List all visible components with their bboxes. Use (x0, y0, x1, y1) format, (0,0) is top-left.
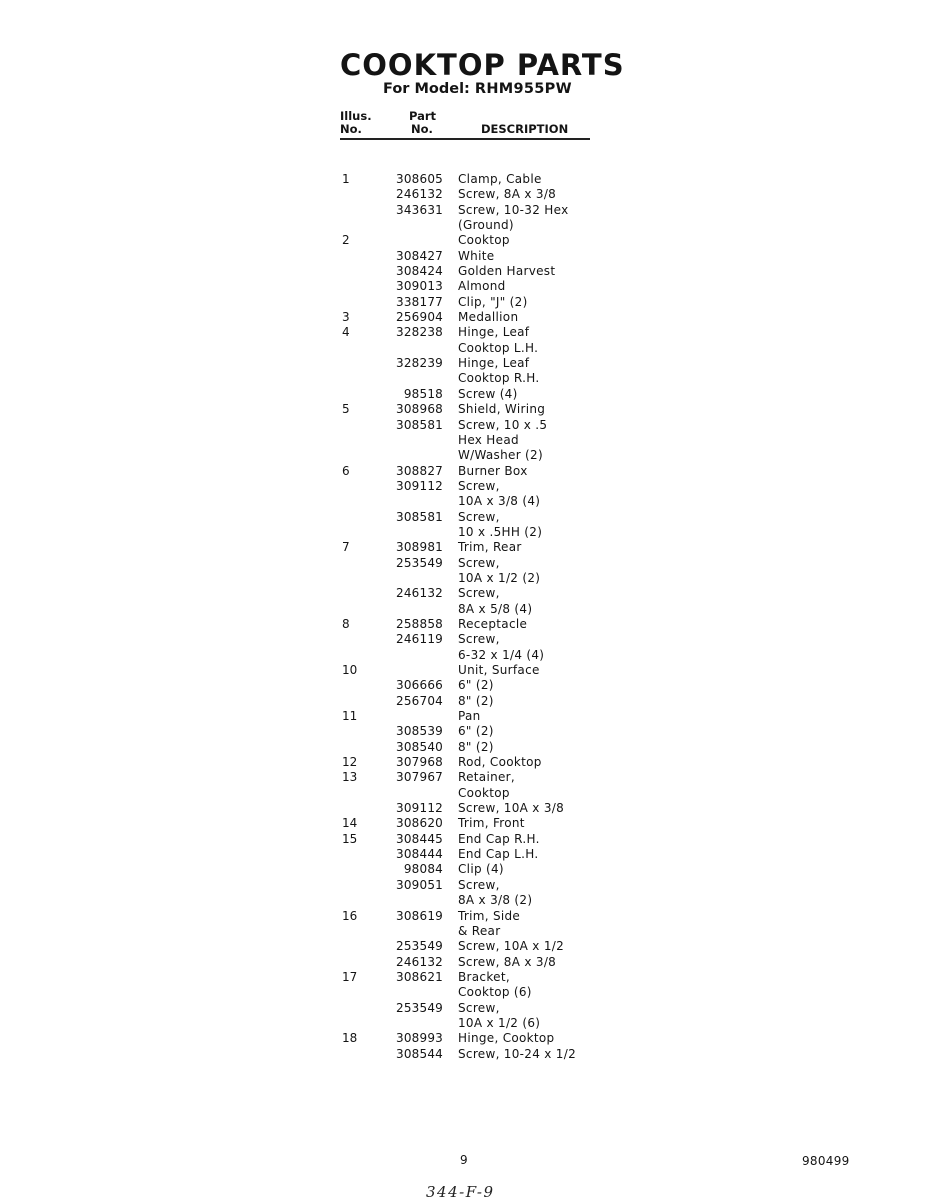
part-number: 309112 (395, 801, 443, 816)
part-description: 8A x 5/8 (4) (458, 601, 533, 616)
part-description: Screw, 10-32 Hex (458, 202, 569, 217)
part-description: Clamp, Cable (458, 172, 542, 186)
part-description: Screw, 8A x 3/8 (458, 954, 557, 969)
part-number: 308827 (395, 463, 443, 478)
part-description: Screw, (458, 632, 500, 647)
part-description: 6" (2) (458, 678, 494, 693)
handwritten-note: 344-F-9 (426, 1183, 495, 1201)
part-description: 10A x 1/2 (2) (458, 570, 541, 585)
parts-row (0, 371, 945, 386)
parts-row (0, 832, 945, 847)
parts-row (0, 955, 945, 970)
parts-row (0, 540, 945, 555)
parts-row (0, 249, 945, 264)
part-description: Screw, (458, 586, 500, 601)
part-number: 328238 (395, 325, 443, 340)
parts-row (0, 648, 945, 663)
part-description: Retainer, (458, 770, 516, 785)
page-number: 9 (460, 1153, 468, 1167)
part-description: Screw, (458, 1000, 500, 1015)
parts-row (0, 310, 945, 325)
parts-row (0, 694, 945, 709)
illus-number: 13 (342, 770, 358, 785)
part-description: Burner Box (458, 463, 528, 478)
parts-row (0, 924, 945, 939)
parts-row (0, 218, 945, 233)
part-number: 253549 (395, 1000, 443, 1015)
part-number: 309051 (395, 877, 443, 892)
parts-row (0, 556, 945, 571)
parts-row (0, 740, 945, 755)
part-description: Screw, (458, 509, 500, 524)
part-number: 309013 (395, 279, 443, 294)
part-description: 6-32 x 1/4 (4) (458, 647, 545, 662)
model-subtitle (383, 80, 572, 98)
part-description: Cooktop L.H. (458, 340, 539, 355)
part-description: End Cap L.H. (458, 847, 539, 862)
illus-number: 1 (342, 172, 350, 186)
parts-row (0, 709, 945, 724)
parts-row (0, 571, 945, 586)
part-description: Trim, Front (458, 816, 525, 831)
illus-number: 16 (342, 908, 358, 923)
part-number: 308445 (395, 831, 443, 846)
part-number: 328239 (395, 356, 443, 371)
illus-number: 5 (342, 402, 350, 417)
part-number: 308968 (395, 402, 443, 417)
parts-row (0, 418, 945, 433)
part-number: 246132 (395, 954, 443, 969)
parts-row (0, 663, 945, 678)
parts-row (0, 847, 945, 862)
page-title: COOKTOP PARTS (340, 48, 625, 82)
document-code: 980499 (802, 1154, 850, 1168)
part-number: 256904 (395, 310, 443, 325)
part-description: Screw, (458, 478, 500, 493)
part-description: Medallion (458, 310, 519, 325)
part-number: 98084 (403, 862, 443, 877)
illus-header-line2: No. (340, 122, 362, 136)
parts-row (0, 433, 945, 448)
part-description: 8" (2) (458, 739, 494, 754)
part-number: 307967 (395, 770, 443, 785)
part-description: Hinge, Leaf (458, 356, 530, 371)
parts-row (0, 479, 945, 494)
part-number: 246119 (395, 632, 443, 647)
part-description: & Rear (458, 923, 501, 938)
part-description: 10A x 3/8 (4) (458, 494, 541, 509)
part-description: Screw, 10 x .5 (458, 417, 548, 432)
part-description: Cooktop (458, 785, 510, 800)
part-description: Screw, 10A x 1/2 (458, 939, 565, 954)
part-description: Rod, Cooktop (458, 755, 542, 770)
illus-no-header (340, 110, 372, 136)
part-description: Hinge, Leaf (458, 325, 530, 340)
parts-row (0, 985, 945, 1000)
part-description: W/Washer (2) (458, 448, 543, 463)
part-number: 308540 (395, 739, 443, 754)
part-number: 308539 (395, 724, 443, 739)
parts-row (0, 387, 945, 402)
parts-row (0, 602, 945, 617)
part-description: White (458, 248, 495, 263)
illus-number: 7 (342, 540, 350, 555)
illus-header-line1: Illus. (340, 109, 372, 123)
part-description: Receptacle (458, 616, 528, 631)
illus-number: 3 (342, 310, 350, 325)
part-number: 246132 (395, 187, 443, 202)
parts-row (0, 172, 945, 187)
parts-row (0, 341, 945, 356)
model-number: RHM955PW (474, 81, 572, 97)
part-number: 308444 (395, 847, 443, 862)
illus-number: 2 (342, 233, 350, 248)
parts-row (0, 586, 945, 601)
part-description: Screw, 8A x 3/8 (458, 187, 557, 202)
part-number: 308605 (395, 172, 443, 186)
illus-number: 11 (342, 709, 358, 724)
part-description: 10A x 1/2 (6) (458, 1015, 541, 1030)
parts-row (0, 1001, 945, 1016)
parts-row (0, 893, 945, 908)
parts-row (0, 1047, 945, 1062)
parts-row (0, 970, 945, 985)
part-description: 8" (2) (458, 693, 494, 708)
part-description: Cooktop (458, 233, 510, 248)
part-number: 309112 (395, 478, 443, 493)
parts-row (0, 264, 945, 279)
part-number: 308619 (395, 908, 443, 923)
part-description: Screw, 10A x 3/8 (458, 801, 565, 816)
parts-row (0, 724, 945, 739)
parts-row (0, 464, 945, 479)
part-description: 10 x .5HH (2) (458, 524, 543, 539)
part-number: 253549 (395, 939, 443, 954)
part-description: End Cap R.H. (458, 831, 540, 846)
part-description: Shield, Wiring (458, 402, 546, 417)
description-header: DESCRIPTION (481, 122, 569, 136)
subtitle-prefix: For Model: (383, 81, 470, 97)
part-description: Screw, (458, 555, 500, 570)
parts-row (0, 203, 945, 218)
parts-row (0, 909, 945, 924)
header-rule (340, 138, 590, 140)
parts-row (0, 448, 945, 463)
parts-row (0, 525, 945, 540)
parts-row (0, 325, 945, 340)
parts-row (0, 494, 945, 509)
part-description: Pan (458, 709, 481, 724)
parts-row (0, 510, 945, 525)
part-number: 258858 (395, 616, 443, 631)
parts-row (0, 786, 945, 801)
part-number: 343631 (395, 202, 443, 217)
part-number: 246132 (395, 586, 443, 601)
part-header-line1: Part (409, 109, 437, 123)
parts-row (0, 801, 945, 816)
parts-row (0, 402, 945, 417)
part-number: 256704 (395, 693, 443, 708)
illus-number: 15 (342, 831, 358, 846)
parts-row (0, 279, 945, 294)
part-description: (Ground) (458, 218, 514, 233)
part-number: 308621 (395, 969, 443, 984)
illus-number: 6 (342, 463, 350, 478)
part-description: Trim, Side (458, 908, 521, 923)
part-number: 308427 (395, 248, 443, 263)
illus-number: 10 (342, 663, 358, 677)
part-number: 307968 (395, 755, 443, 770)
part-number: 338177 (395, 294, 443, 309)
parts-row (0, 770, 945, 785)
parts-row (0, 233, 945, 248)
part-number: 308993 (395, 1031, 443, 1046)
parts-list (0, 172, 945, 1062)
part-no-header (407, 110, 436, 136)
part-number: 253549 (395, 555, 443, 570)
parts-row (0, 632, 945, 647)
parts-row (0, 617, 945, 632)
illus-number: 14 (342, 816, 358, 831)
illus-number: 12 (342, 755, 358, 770)
part-description: Golden Harvest (458, 264, 556, 279)
parts-row (0, 862, 945, 877)
part-number: 98518 (403, 386, 443, 401)
part-number: 308544 (395, 1046, 443, 1061)
part-description: Cooktop (6) (458, 985, 532, 1000)
parts-row (0, 295, 945, 310)
part-description: Trim, Rear (458, 540, 522, 555)
part-description: Screw (4) (458, 386, 518, 401)
part-description: Hinge, Cooktop (458, 1031, 555, 1046)
part-description: Clip (4) (458, 862, 504, 877)
illus-number: 17 (342, 969, 358, 984)
illus-number: 4 (342, 325, 350, 340)
illus-number: 8 (342, 616, 350, 631)
part-header-line2: No. (411, 122, 433, 136)
parts-row (0, 678, 945, 693)
part-number: 308424 (395, 264, 443, 279)
illus-number: 18 (342, 1031, 358, 1046)
part-description: 6" (2) (458, 724, 494, 739)
part-number: 308581 (395, 509, 443, 524)
parts-row (0, 1016, 945, 1031)
part-description: Screw, 10-24 x 1/2 (458, 1046, 577, 1061)
part-description: Clip, "J" (2) (458, 294, 528, 309)
parts-row (0, 755, 945, 770)
part-number: 306666 (395, 678, 443, 693)
parts-row (0, 939, 945, 954)
part-description: 8A x 3/8 (2) (458, 893, 533, 908)
parts-row (0, 1031, 945, 1046)
parts-row (0, 816, 945, 831)
parts-row (0, 356, 945, 371)
part-number: 308620 (395, 816, 443, 831)
parts-row (0, 878, 945, 893)
part-description: Almond (458, 279, 506, 294)
parts-row (0, 187, 945, 202)
part-number: 308981 (395, 540, 443, 555)
part-number: 308581 (395, 417, 443, 432)
part-description: Screw, (458, 877, 500, 892)
part-description: Cooktop R.H. (458, 371, 540, 386)
part-description: Bracket, (458, 969, 510, 984)
part-description: Unit, Surface (458, 663, 540, 677)
part-description: Hex Head (458, 432, 519, 447)
